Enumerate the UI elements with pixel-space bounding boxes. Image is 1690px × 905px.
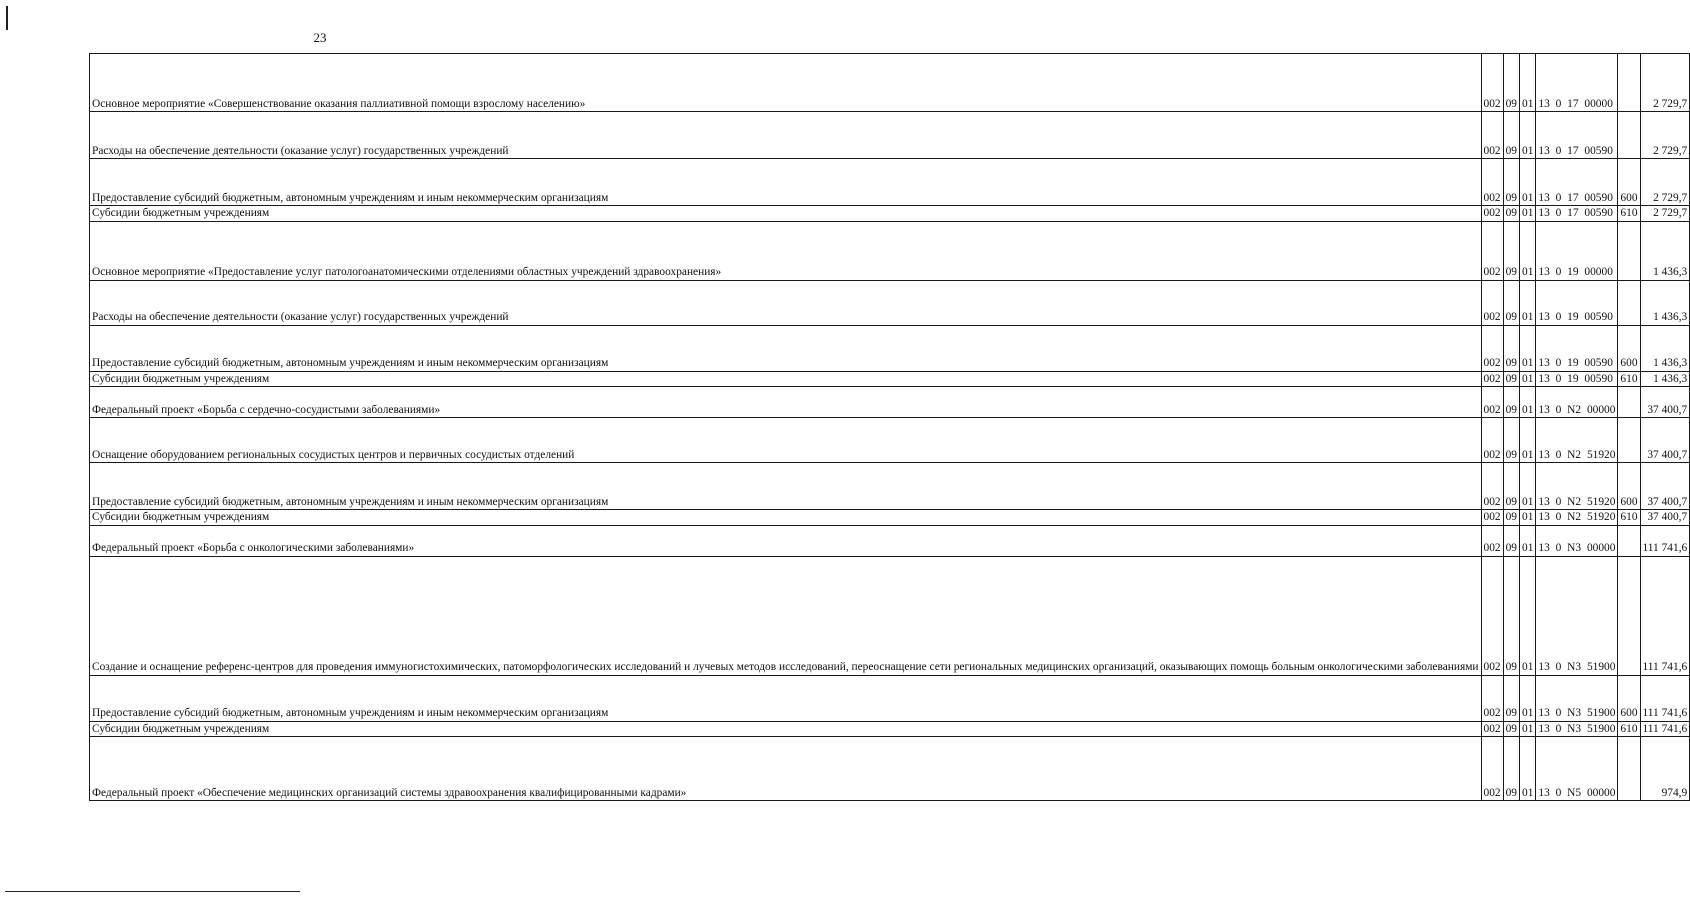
table-row <box>90 387 1690 418</box>
ved-code-cell: 002 <box>1481 206 1503 222</box>
subsection-code-cell: 01 <box>1520 112 1536 159</box>
expense-type-cell <box>1618 387 1640 418</box>
ved-code-cell: 002 <box>1481 159 1503 206</box>
table-row <box>90 556 1690 675</box>
target-article-cell: 13 0 17 00590 <box>1536 206 1618 222</box>
table-row <box>90 463 1690 510</box>
footer-rule <box>5 891 300 892</box>
expense-type-cell <box>1618 54 1640 112</box>
target-article-cell: 13 0 19 00590 <box>1536 371 1618 387</box>
subsection-code-cell: 01 <box>1520 371 1536 387</box>
row-name-cell: Субсидии бюджетным учреждениям <box>90 721 1482 737</box>
amount-cell: 111 741,6 <box>1640 525 1690 556</box>
row-name-cell: Субсидии бюджетным учреждениям <box>90 371 1482 387</box>
amount-cell: 1 436,3 <box>1640 371 1690 387</box>
amount-cell: 2 729,7 <box>1640 112 1690 159</box>
row-name-cell: Субсидии бюджетным учреждениям <box>90 206 1482 222</box>
amount-cell: 1 436,3 <box>1640 221 1690 280</box>
subsection-code-cell: 01 <box>1520 510 1536 526</box>
row-name-cell: Предоставление субсидий бюджетным, автономным учреждениям и иным некоммерческим организациям <box>90 159 1482 206</box>
subsection-code-cell: 01 <box>1520 463 1536 510</box>
section-code-cell: 09 <box>1503 159 1519 206</box>
section-code-cell: 09 <box>1503 737 1519 801</box>
table-row <box>90 510 1690 526</box>
table-row <box>90 221 1690 280</box>
subsection-code-cell: 01 <box>1520 54 1536 112</box>
ved-code-cell: 002 <box>1481 525 1503 556</box>
section-code-cell: 09 <box>1503 221 1519 280</box>
amount-cell: 37 400,7 <box>1640 387 1690 418</box>
section-code-cell: 09 <box>1503 525 1519 556</box>
row-name-cell: Субсидии бюджетным учреждениям <box>90 510 1482 526</box>
section-code-cell: 09 <box>1503 387 1519 418</box>
amount-cell: 1 436,3 <box>1640 280 1690 325</box>
expense-type-cell <box>1618 737 1640 801</box>
target-article-cell: 13 0 N3 51900 <box>1536 721 1618 737</box>
target-article-cell: 13 0 17 00590 <box>1536 159 1618 206</box>
target-article-cell: 13 0 N2 51920 <box>1536 418 1618 463</box>
expense-type-cell: 610 <box>1618 721 1640 737</box>
expense-type-cell <box>1618 280 1640 325</box>
expense-type-cell: 600 <box>1618 325 1640 371</box>
row-name-cell: Основное мероприятие «Предоставление услуг патологоанатомическими отделениями областных учреждений здравоохранения» <box>90 221 1482 280</box>
amount-cell: 2 729,7 <box>1640 159 1690 206</box>
section-code-cell: 09 <box>1503 371 1519 387</box>
row-name-cell: Федеральный проект «Борьба с сердечно-сосудистыми заболеваниями» <box>90 387 1482 418</box>
ved-code-cell: 002 <box>1481 463 1503 510</box>
subsection-code-cell: 01 <box>1520 387 1536 418</box>
section-code-cell: 09 <box>1503 721 1519 737</box>
expense-type-cell <box>1618 221 1640 280</box>
subsection-code-cell: 01 <box>1520 206 1536 222</box>
table-row <box>90 675 1690 721</box>
ved-code-cell: 002 <box>1481 221 1503 280</box>
target-article-cell: 13 0 17 00000 <box>1536 54 1618 112</box>
ved-code-cell: 002 <box>1481 112 1503 159</box>
target-article-cell: 13 0 19 00590 <box>1536 280 1618 325</box>
row-name-cell: Предоставление субсидий бюджетным, автономным учреждениям и иным некоммерческим организациям <box>90 325 1482 371</box>
section-code-cell: 09 <box>1503 556 1519 675</box>
subsection-code-cell: 01 <box>1520 221 1536 280</box>
amount-cell: 1 436,3 <box>1640 325 1690 371</box>
ved-code-cell: 002 <box>1481 54 1503 112</box>
section-code-cell: 09 <box>1503 463 1519 510</box>
table-row <box>90 112 1690 159</box>
table-row <box>90 721 1690 737</box>
ved-code-cell: 002 <box>1481 371 1503 387</box>
target-article-cell: 13 0 N3 00000 <box>1536 525 1618 556</box>
amount-cell: 111 741,6 <box>1640 721 1690 737</box>
expense-type-cell: 600 <box>1618 159 1640 206</box>
target-article-cell: 13 0 N2 00000 <box>1536 387 1618 418</box>
subsection-code-cell: 01 <box>1520 280 1536 325</box>
ved-code-cell: 002 <box>1481 418 1503 463</box>
table-row <box>90 371 1690 387</box>
budget-table <box>89 53 1690 801</box>
section-code-cell: 09 <box>1503 206 1519 222</box>
table-row <box>90 206 1690 222</box>
amount-cell: 37 400,7 <box>1640 510 1690 526</box>
section-code-cell: 09 <box>1503 675 1519 721</box>
target-article-cell: 13 0 19 00000 <box>1536 221 1618 280</box>
margin-mark <box>6 6 8 30</box>
expense-type-cell <box>1618 525 1640 556</box>
subsection-code-cell: 01 <box>1520 159 1536 206</box>
section-code-cell: 09 <box>1503 112 1519 159</box>
amount-cell: 2 729,7 <box>1640 54 1690 112</box>
section-code-cell: 09 <box>1503 418 1519 463</box>
table-row <box>90 159 1690 206</box>
row-name-cell: Федеральный проект «Обеспечение медицинских организаций системы здравоохранения квалифицированными кадрами» <box>90 737 1482 801</box>
ved-code-cell: 002 <box>1481 737 1503 801</box>
table-row <box>90 737 1690 801</box>
subsection-code-cell: 01 <box>1520 556 1536 675</box>
target-article-cell: 13 0 N3 51900 <box>1536 556 1618 675</box>
section-code-cell: 09 <box>1503 325 1519 371</box>
ved-code-cell: 002 <box>1481 721 1503 737</box>
target-article-cell: 13 0 N2 51920 <box>1536 463 1618 510</box>
amount-cell: 2 729,7 <box>1640 206 1690 222</box>
subsection-code-cell: 01 <box>1520 675 1536 721</box>
table-row <box>90 280 1690 325</box>
table-row <box>90 325 1690 371</box>
row-name-cell: Расходы на обеспечение деятельности (оказание услуг) государственных учреждений <box>90 112 1482 159</box>
expense-type-cell <box>1618 556 1640 675</box>
expense-type-cell: 610 <box>1618 510 1640 526</box>
table-row <box>90 525 1690 556</box>
expense-type-cell <box>1618 418 1640 463</box>
subsection-code-cell: 01 <box>1520 737 1536 801</box>
row-name-cell: Предоставление субсидий бюджетным, автономным учреждениям и иным некоммерческим организациям <box>90 463 1482 510</box>
ved-code-cell: 002 <box>1481 325 1503 371</box>
target-article-cell: 13 0 N5 00000 <box>1536 737 1618 801</box>
expense-type-cell: 610 <box>1618 371 1640 387</box>
row-name-cell: Предоставление субсидий бюджетным, автономным учреждениям и иным некоммерческим организациям <box>90 675 1482 721</box>
row-name-cell: Федеральный проект «Борьба с онкологическими заболеваниями» <box>90 525 1482 556</box>
row-name-cell: Создание и оснащение референс-центров для проведения иммуногистохимических, патоморфологических исследований и лучевых методов исследований, переоснащение сети региональных медицинских организаций, оказывающих помощь больным онкологическими заболеваниями <box>90 556 1482 675</box>
row-name-cell: Основное мероприятие «Совершенствование оказания паллиативной помощи взрослому населению» <box>90 54 1482 112</box>
table-row <box>90 54 1690 112</box>
target-article-cell: 13 0 17 00590 <box>1536 112 1618 159</box>
ved-code-cell: 002 <box>1481 280 1503 325</box>
subsection-code-cell: 01 <box>1520 525 1536 556</box>
section-code-cell: 09 <box>1503 54 1519 112</box>
target-article-cell: 13 0 N3 51900 <box>1536 675 1618 721</box>
ved-code-cell: 002 <box>1481 510 1503 526</box>
subsection-code-cell: 01 <box>1520 325 1536 371</box>
expense-type-cell: 600 <box>1618 675 1640 721</box>
ved-code-cell: 002 <box>1481 387 1503 418</box>
target-article-cell: 13 0 N2 51920 <box>1536 510 1618 526</box>
ved-code-cell: 002 <box>1481 675 1503 721</box>
section-code-cell: 09 <box>1503 280 1519 325</box>
expense-type-cell <box>1618 112 1640 159</box>
amount-cell: 111 741,6 <box>1640 675 1690 721</box>
expense-type-cell: 610 <box>1618 206 1640 222</box>
row-name-cell: Расходы на обеспечение деятельности (оказание услуг) государственных учреждений <box>90 280 1482 325</box>
section-code-cell: 09 <box>1503 510 1519 526</box>
expense-type-cell: 600 <box>1618 463 1640 510</box>
amount-cell: 37 400,7 <box>1640 463 1690 510</box>
amount-cell: 111 741,6 <box>1640 556 1690 675</box>
subsection-code-cell: 01 <box>1520 721 1536 737</box>
target-article-cell: 13 0 19 00590 <box>1536 325 1618 371</box>
subsection-code-cell: 01 <box>1520 418 1536 463</box>
ved-code-cell: 002 <box>1481 556 1503 675</box>
table-row <box>90 418 1690 463</box>
page-number: 23 <box>313 30 327 45</box>
amount-cell: 974,9 <box>1640 737 1690 801</box>
budget-table-body <box>90 54 1690 801</box>
row-name-cell: Оснащение оборудованием региональных сосудистых центров и первичных сосудистых отделений <box>90 418 1482 463</box>
amount-cell: 37 400,7 <box>1640 418 1690 463</box>
